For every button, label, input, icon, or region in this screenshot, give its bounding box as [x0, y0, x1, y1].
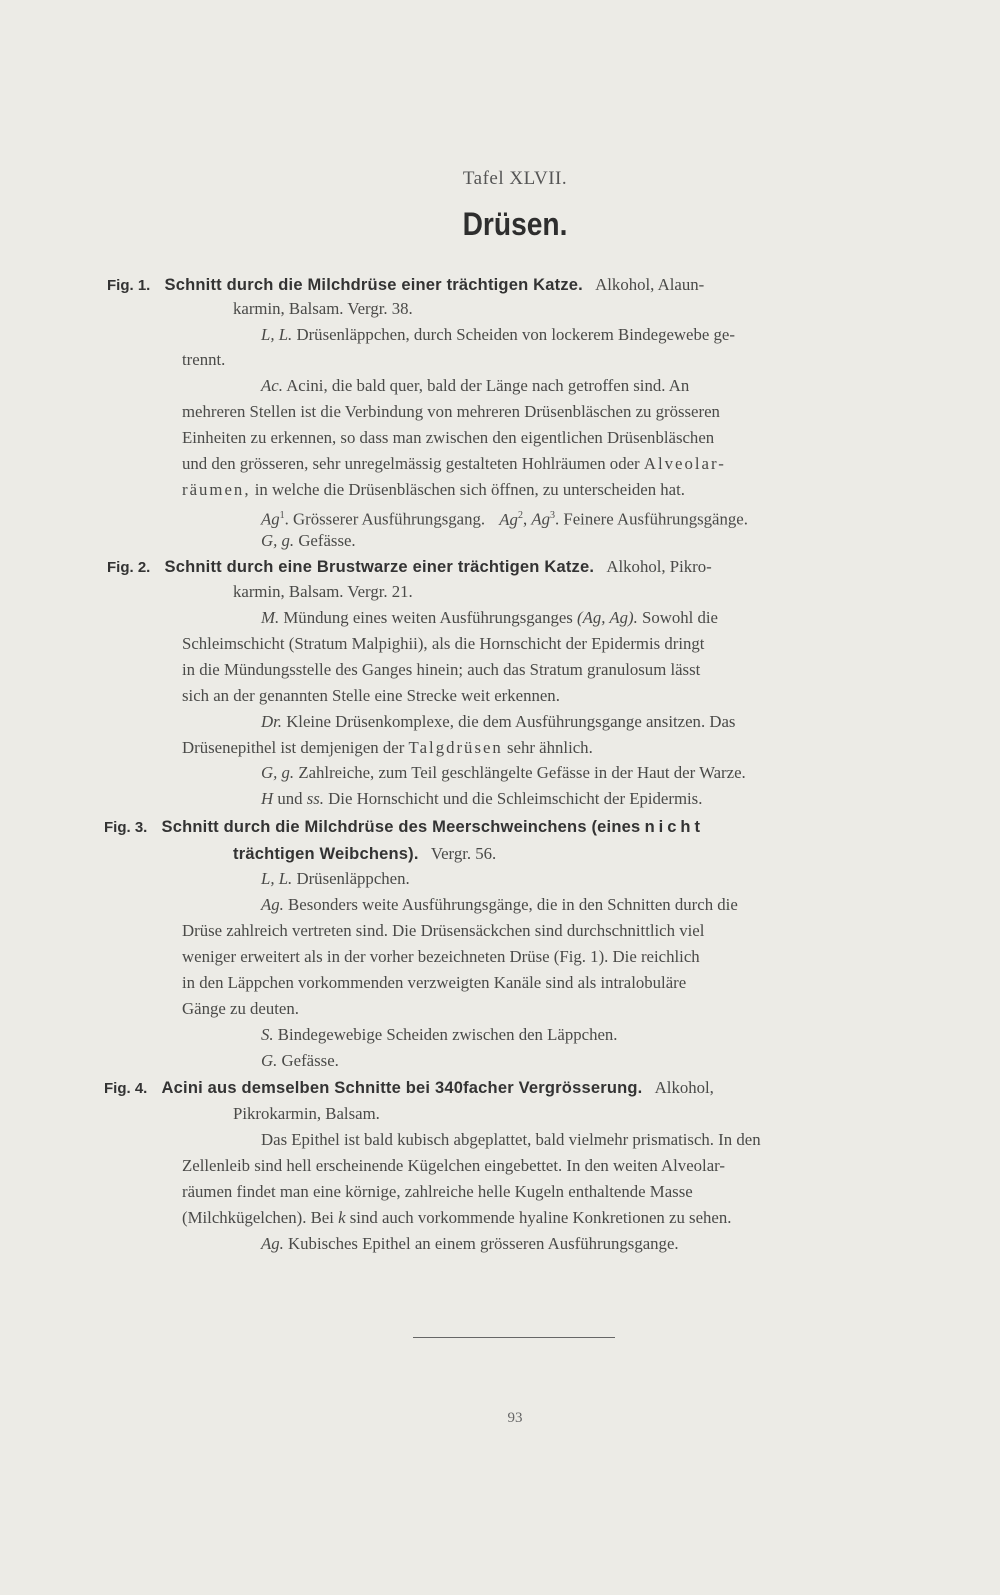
page-title: Drüsen. [462, 206, 568, 242]
section-divider [413, 1337, 615, 1338]
fig2-line-2: karmin, Balsam. Vergr. 21. [233, 582, 413, 601]
fig4-line-7 [261, 1233, 679, 1255]
fig1-line-2: karmin, Balsam. Vergr. 38. [233, 299, 413, 318]
fig4-text: sind auch vorkommende hyaline Konkretionen zu sehen. [349, 1208, 732, 1227]
fig3-line-4 [261, 894, 738, 916]
fig2-text: Sowohl die [641, 608, 718, 627]
fig2-line-3 [261, 607, 718, 629]
fig3-line-2 [233, 843, 496, 865]
fig1-symbol: Ag [531, 509, 550, 529]
fig3-label: Fig. 3. [104, 819, 148, 836]
fig2-line-9 [261, 762, 746, 784]
fig1-text: in welche die Drüsenbläschen sich öffnen, zu unterscheiden hat. [254, 480, 685, 499]
fig2-symbol: Dr. [261, 712, 282, 731]
fig1-line-3 [261, 324, 735, 346]
fig4-line-6 [182, 1207, 731, 1229]
page-number: 93 [507, 1410, 523, 1426]
fig4-text: Kubisches Epithel an einem grösseren Ausführungsgange. [288, 1234, 679, 1253]
fig2-text: Mündung eines weiten Ausführungsganges [283, 608, 573, 627]
fig2-text: sehr ähnlich. [507, 738, 593, 757]
fig1-symbol: G, g. [261, 531, 295, 550]
fig4-line-3: Das Epithel ist bald kubisch abgeplattet, bald vielmehr prismatisch. In den [261, 1130, 761, 1149]
fig4-line-2: Pikrokarmin, Balsam. [233, 1104, 380, 1123]
fig2-text: und [277, 789, 303, 808]
fig3-text: Besonders weite Ausführungsgänge, die in den Schnitten durch die [288, 895, 738, 914]
fig1-superscript: 3 [549, 510, 555, 521]
fig3-symbol: Ag. [261, 895, 284, 914]
fig2-text: Drüsenepithel ist demjenigen der [182, 738, 405, 757]
fig4-text: Alkohol, [654, 1078, 714, 1097]
fig1-line-10 [261, 505, 748, 531]
fig3-line-6: weniger erweitert als in der vorher bezeichneten Drüse (Fig. 1). Die reichlich [182, 947, 700, 966]
fig1-line-9 [182, 479, 685, 501]
fig1-line-11 [261, 530, 356, 552]
fig1-line-1 [107, 274, 922, 297]
fig1-text: Gefässe. [298, 531, 356, 550]
fig2-label: Fig. 2. [107, 559, 151, 576]
fig1-symbol: Ac. [261, 376, 283, 395]
fig2-line-1 [107, 556, 922, 579]
fig2-heading: Schnitt durch eine Brustwarze einer trächtigen Katze. [164, 558, 595, 576]
fig3-line-7: in den Läppchen vorkommenden verzweigten Kanäle sind als intralobuläre [182, 973, 687, 992]
fig3-heading: Schnitt durch die Milchdrüse des Meerschweinchens (eines [161, 818, 641, 836]
fig1-symbol: L, L. [261, 325, 293, 344]
fig1-symbol: Ag [261, 509, 280, 529]
fig3-heading-spaced: nicht [644, 818, 704, 836]
fig2-text: Die Hornschicht und die Schleimschicht der Epidermis. [328, 789, 703, 808]
fig2-symbol: G, g. [261, 763, 295, 782]
fig2-symbol: M. [261, 608, 280, 627]
fig1-text: und den grösseren, sehr unregelmässig gestalteten Hohlräumen oder [182, 454, 640, 473]
fig2-text: Zahlreiche, zum Teil geschlängelte Gefässe in der Haut der Warze. [298, 763, 746, 782]
fig2-line-5: in die Mündungsstelle des Ganges hinein; auch das Stratum granulosum lässt [182, 660, 701, 679]
fig4-line-5: räumen findet man eine körnige, zahlreiche helle Kugeln enthaltende Masse [182, 1182, 693, 1201]
fig2-symbol: ss. [306, 789, 324, 808]
fig4-label: Fig. 4. [104, 1080, 148, 1097]
fig4-text: (Milchkügelchen). Bei [182, 1208, 334, 1227]
fig3-text: Bindegewebige Scheiden zwischen den Läppchen. [277, 1025, 618, 1044]
fig3-line-3 [261, 868, 410, 890]
fig3-text: Drüsenläppchen. [296, 869, 410, 888]
fig1-superscript: 2 [517, 510, 523, 521]
fig3-symbol: L, L. [261, 869, 293, 888]
fig1-text: Drüsenläppchen, durch Scheiden von lockerem Bindegewebe ge- [296, 325, 735, 344]
fig1-heading: Schnitt durch die Milchdrüse einer trächtigen Katze. [164, 276, 583, 294]
fig1-line-8 [182, 453, 726, 475]
fig1-spaced-term: räumen, [182, 480, 251, 499]
fig1-text: Alkohol, Alaun- [595, 275, 705, 294]
fig1-label: Fig. 1. [107, 277, 151, 294]
fig1-text: . Feinere Ausführungsgänge. [554, 509, 748, 529]
fig3-symbol: G. [261, 1051, 278, 1070]
fig1-spaced-term: Alveolar- [643, 454, 726, 473]
fig1-line-4: trennt. [182, 350, 226, 369]
fig3-symbol: S. [261, 1025, 274, 1044]
fig1-line-5 [261, 375, 689, 397]
fig1-text: , [522, 509, 532, 529]
fig2-symbol: H [261, 789, 274, 808]
fig3-heading: trächtigen Weibchens). [233, 845, 419, 863]
fig2-line-7 [261, 711, 735, 733]
fig2-spaced-term: Talgdrüsen [408, 738, 503, 757]
fig3-line-10 [261, 1050, 339, 1072]
fig1-line-6: mehreren Stellen ist die Verbindung von mehreren Drüsenbläschen zu grösseren [182, 402, 720, 421]
fig1-superscript: 1 [279, 510, 285, 521]
fig3-line-1 [104, 816, 924, 839]
fig4-symbol: Ag. [261, 1234, 284, 1253]
fig4-line-4: Zellenleib sind hell erscheinende Kügelchen eingebettet. In den weiten Alveolar- [182, 1156, 725, 1175]
fig2-line-6: sich an der genannten Stelle eine Strecke weit erkennen. [182, 686, 560, 705]
fig4-line-1 [104, 1077, 924, 1100]
fig4-symbol: k [338, 1208, 346, 1227]
fig3-text: Vergr. 56. [430, 844, 497, 863]
fig3-line-5: Drüse zahlreich vertreten sind. Die Drüsensäckchen sind durchschnittlich viel [182, 921, 705, 940]
fig4-heading: Acini aus demselben Schnitte bei 340facher Vergrösserung. [161, 1079, 643, 1097]
fig2-line-10 [261, 788, 702, 810]
fig2-line-4: Schleimschicht (Stratum Malpighii), als die Hornschicht der Epidermis dringt [182, 634, 705, 653]
fig2-text: Alkohol, Pikro- [606, 557, 712, 576]
fig1-text: Acini, die bald quer, bald der Länge nach getroffen sind. An [286, 376, 690, 395]
fig3-line-8: Gänge zu deuten. [182, 999, 299, 1018]
plate-number: Tafel XLVII. [462, 168, 568, 189]
fig1-text: . Grösserer Ausführungsgang. [284, 509, 486, 529]
fig2-line-8 [182, 737, 593, 759]
fig2-text: Kleine Drüsenkomplexe, die dem Ausführungsgange ansitzen. Das [286, 712, 736, 731]
fig2-symbol: (Ag, Ag). [577, 608, 638, 627]
fig1-line-7: Einheiten zu erkennen, so dass man zwischen den eigentlichen Drüsenbläschen [182, 428, 715, 447]
fig3-line-9 [261, 1024, 618, 1046]
fig3-text: Gefässe. [281, 1051, 339, 1070]
fig1-symbol: Ag [499, 509, 518, 529]
